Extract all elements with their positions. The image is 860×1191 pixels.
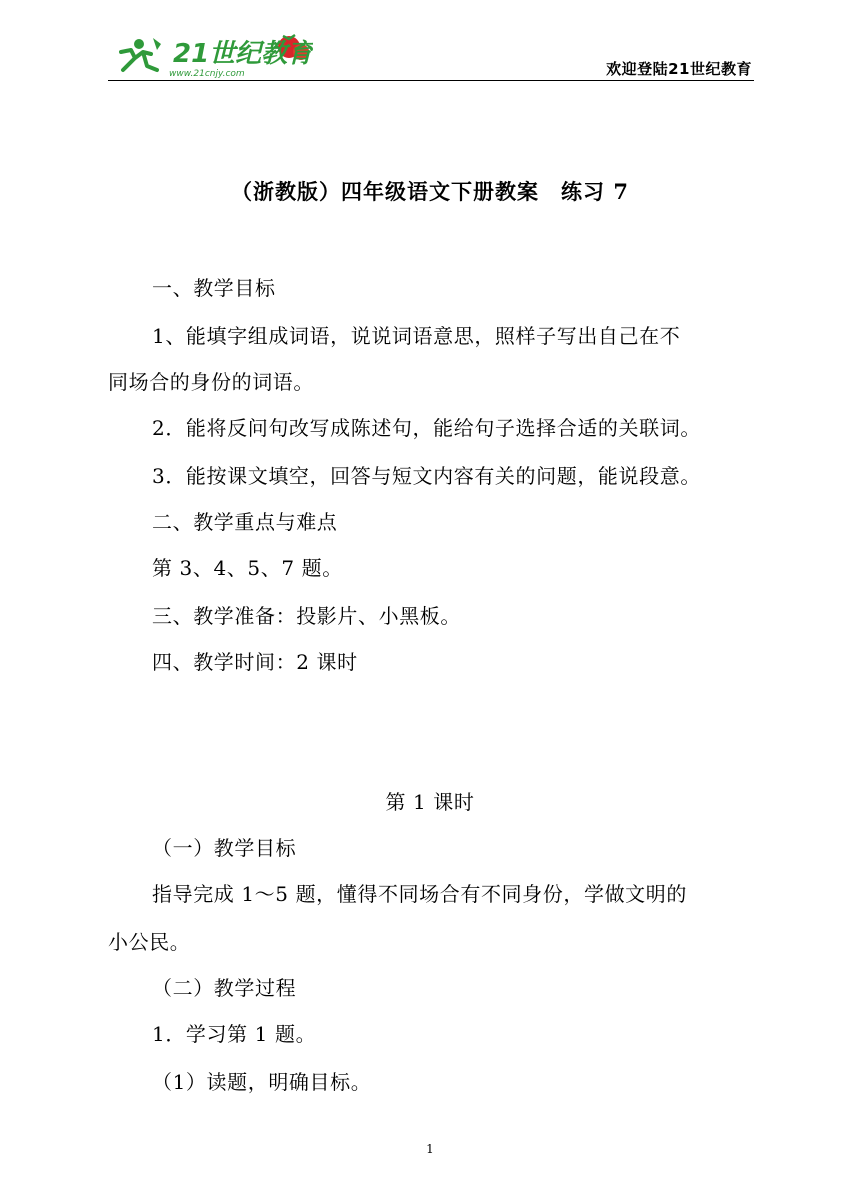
page-header: [108, 30, 754, 80]
site-link[interactable]: 欢迎登陆21世纪教育: [606, 60, 752, 78]
document-title: （浙教版）四年级语文下册教案 练习 7: [231, 179, 629, 204]
paragraph-line: 1、能填字组成词语，说说词语意思，照样子写出自己在不: [152, 324, 681, 348]
paragraph-line: 1．学习第 1 题。: [152, 1022, 317, 1046]
paragraph-line: 同场合的身份的词语。: [108, 370, 314, 394]
paragraph-line: 指导完成 1～5 题，懂得不同场合有不同身份，学做文明的: [152, 882, 687, 906]
paragraph-line: 3．能按课文填空，回答与短文内容有关的问题，能说段意。: [152, 464, 701, 488]
subsection-heading: （二）教学过程: [152, 976, 297, 1000]
section-heading: 一、教学目标: [152, 276, 276, 300]
subsection-heading: （一）教学目标: [152, 836, 297, 860]
lesson-heading: 第 1 课时: [385, 790, 475, 814]
page-number: 1: [426, 1142, 434, 1156]
paragraph-line: 第 3、4、5、7 题。: [152, 556, 343, 580]
section-heading: 四、教学时间：2 课时: [152, 650, 358, 674]
logo-graphic: [113, 30, 313, 78]
header-rule: [108, 80, 754, 81]
section-heading: 三、教学准备：投影片、小黑板。: [152, 604, 461, 628]
section-heading: 二、教学重点与难点: [152, 510, 338, 534]
paragraph-line: （1）读题，明确目标。: [152, 1070, 372, 1094]
paragraph-line: 小公民。: [108, 930, 191, 954]
logo: [113, 30, 313, 78]
logo-text: 21世纪教育: [173, 39, 313, 69]
paragraph-line: 2．能将反问句改写成陈述句，能给句子选择合适的关联词。: [152, 416, 701, 440]
logo-url: www.21cnjy.com: [169, 69, 245, 78]
